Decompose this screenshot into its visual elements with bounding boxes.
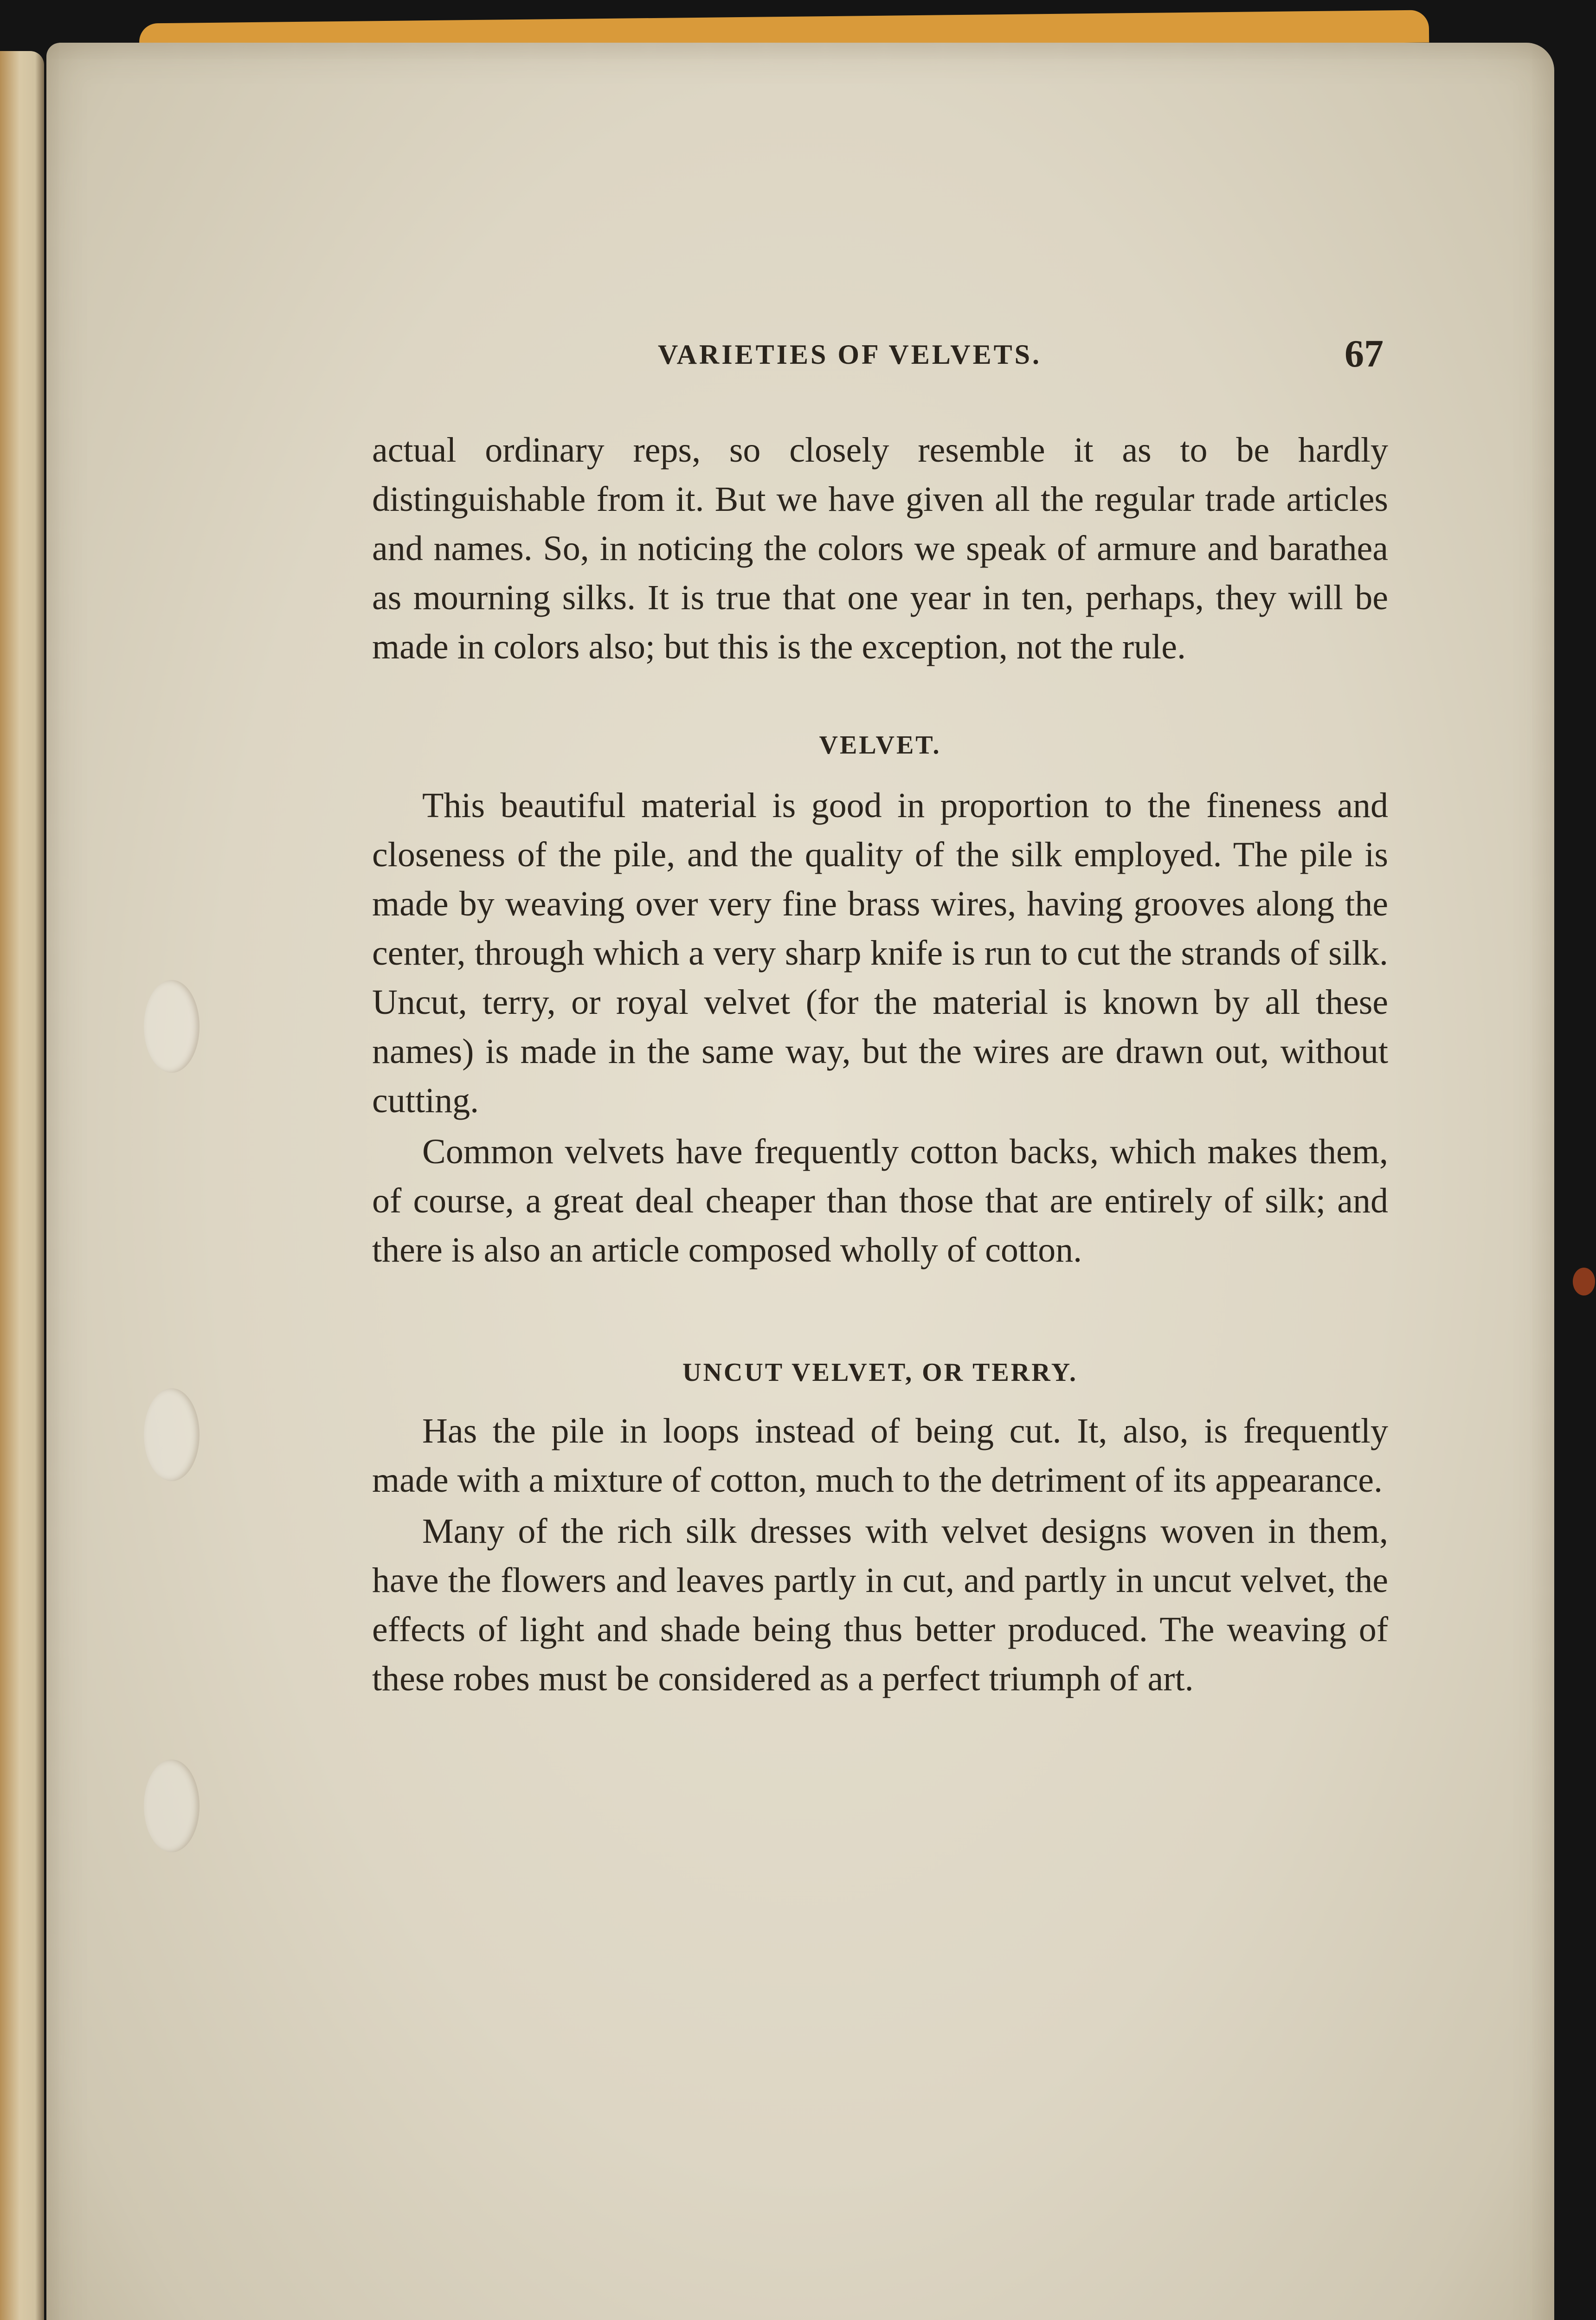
paragraph-velvet-2: Common velvets have frequently cotton backs, which makes them, of course, a great deal cheaper than those that are entirely of silk; and there is also an article composed wholly of cotton. [372, 1132, 1388, 1270]
section-heading-velvet: VELVET. [819, 731, 941, 760]
paragraph-opening: actual ordinary reps, so closely resemble it as to be hardly distinguishable from it. But we have given all the regular trade articles and names. So, in noticing the colors we speak of armure and barathea as mourning silks. It is true that one year in ten, perhaps, they will be made in colors also; but this is the exception, not the rule. [372, 431, 1388, 666]
paragraph-velvet-1: This beautiful material is good in proportion to the fineness and closeness of the pile, and the quality of the silk employed. The pile is made by weaving over very fine brass wires, having grooves along the center, through which a very sharp knife is run to cut the strands of silk. Uncut, terry, or royal velvet (for the material is known by all these names) is made in the same way, but the wires are drawn out, without cutting. [372, 786, 1388, 1120]
facing-page-edge [0, 51, 44, 2320]
binding-hole [144, 1388, 200, 1481]
binding-hole [144, 1759, 200, 1852]
ink-stain [1573, 1268, 1595, 1295]
paragraph-uncut-1: Has the pile in loops instead of being cut. It, also, is frequently made with a mixture of cotton, much to the detriment of its appearance. [372, 1411, 1388, 1500]
page-header [46, 331, 1387, 378]
section-heading-uncut-velvet: UNCUT VELVET, OR TERRY. [682, 1358, 1078, 1387]
page-number: 67 [1345, 332, 1384, 375]
book-page [46, 43, 1554, 2320]
binding-hole [144, 980, 200, 1073]
body-text [372, 425, 1388, 1703]
paragraph-uncut-2: Many of the rich silk dresses with velvet designs woven in them, have the flowers and leaves partly in cut, and partly in uncut velvet, the effects of light and shade being thus better produced. The weaving of these robes must be considered as a perfect triumph of art. [372, 1512, 1388, 1698]
running-head: VARIETIES OF VELVETS. [658, 339, 1042, 370]
